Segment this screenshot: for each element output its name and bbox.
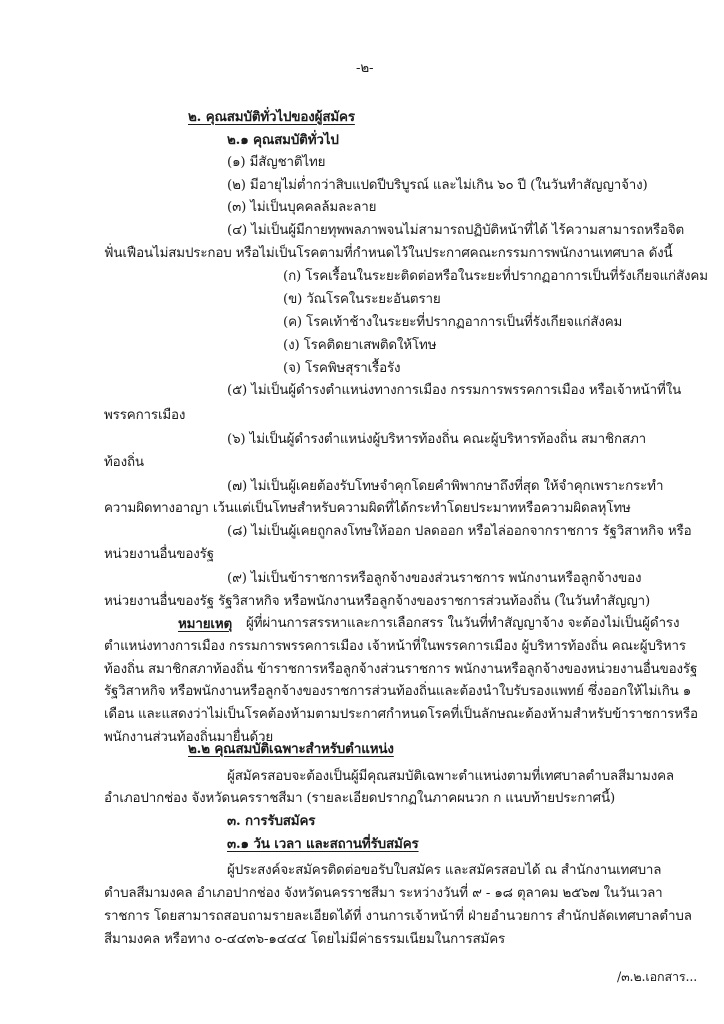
text-line-item-5-l2: พรรคการเมือง	[104, 408, 186, 423]
text-line-s31-l2: ตำบลสีมามงคล อำเภอปากช่อง จังหวัดนครราชสีมา ระหว่างวันที่ ๙ - ๑๘ ตุลาคม ๒๕๖๗ ในวันเวลา	[104, 886, 663, 901]
text-line-item-2: (๒) มีอายุไม่ต่ำกว่าสิบแปดปีบริบูรณ์ และไม่เกิน ๖๐ ปี (ในวันทำสัญญาจ้าง)	[227, 178, 648, 193]
text-line-item-6-l2: ท้องถิ่น	[104, 455, 144, 470]
text-line-note-l1: ผู้ที่ผ่านการสรรหาและการเลือกสรร ในวันที่ทำสัญญาจ้าง จะต้องไม่เป็นผู้ดำรง	[246, 616, 680, 631]
text-line-item-8-l2: หน่วยงานอื่นของรัฐ	[104, 547, 214, 562]
text-line-s22-l1: ผู้สมัครสอบจะต้องเป็นผู้มีคุณสมบัติเฉพาะตำแหน่งตามที่เทศบาลตำบลสีมามงคล	[227, 769, 674, 784]
text-line-item-4-l2: ฟั่นเฟือนไม่สมประกอบ หรือไม่เป็นโรคตามที่กำหนดไว้ในประกาศคณะกรรมการพนักงานเทศบาล ดังนี้	[104, 246, 673, 261]
text-line-note-l3: ท้องถิ่น สมาชิกสภาท้องถิ่น ข้าราชการหรือลูกจ้างส่วนราชการ พนักงานหรือลูกจ้างของหน่วยงานอื่นของรัฐ	[104, 662, 698, 677]
page-number: -๒-	[356, 61, 374, 76]
text-line-item-4-d: (ง) โรคติดยาเสพติดให้โทษ	[283, 338, 437, 353]
text-line-s21-heading: ๒.๑ คุณสมบัติทั่วไป	[227, 132, 339, 148]
text-line-item-3: (๓) ไม่เป็นบุคคลล้มละลาย	[227, 200, 377, 215]
text-line-item-4-c: (ค) โรคเท้าช้างในระยะที่ปรากฏอาการเป็นที่รังเกียจแก่สังคม	[283, 315, 623, 330]
text-line-item-5-l1: (๕) ไม่เป็นผู้ดำรงตำแหน่งทางการเมือง กรรมการพรรคการเมือง หรือเจ้าหน้าที่ใน	[227, 383, 682, 398]
text-line-s31-l3: ราชการ โดยสามารถสอบถามรายละเอียดได้ที่ งานการเจ้าหน้าที่ ฝ่ายอำนวยการ สำนักปลัดเทศบาลตำบล	[104, 909, 692, 924]
text-line-item-6-l1: (๖) ไม่เป็นผู้ดำรงตำแหน่งผู้บริหารท้องถิ่น คณะผู้บริหารท้องถิ่น สมาชิกสภา	[227, 432, 647, 447]
text-line-item-9-l1: (๙) ไม่เป็นข้าราชการหรือลูกจ้างของส่วนราชการ พนักงานหรือลูกจ้างของ	[227, 571, 642, 586]
text-line-note-label: หมายเหตุ	[178, 616, 233, 632]
text-line-item-4-a: (ก) โรคเรื้อนในระยะติดต่อหรือในระยะที่ปรากฏอาการเป็นที่รังเกียจแก่สังคม	[283, 269, 708, 284]
text-line-item-8-l1: (๘) ไม่เป็นผู้เคยถูกลงโทษให้ออก ปลดออก หรือไล่ออกจากราชการ รัฐวิสาหกิจ หรือ	[227, 524, 692, 539]
text-line-item-4-b: (ข) วัณโรคในระยะอันตราย	[283, 292, 441, 307]
text-line-note-l2: ตำแหน่งทางการเมือง กรรมการพรรคการเมือง เจ้าหน้าที่ในพรรคการเมือง ผู้บริหารท้องถิ่น คณะผู้บริหาร	[104, 639, 686, 654]
text-line-s22-heading: ๒.๒ คุณสมบัติเฉพาะสำหรับตำแหน่ง	[188, 741, 394, 757]
text-line-item-9-l2: หน่วยงานอื่นของรัฐ รัฐวิสาหกิจ หรือพนักงานหรือลูกจ้างของราชการส่วนท้องถิ่น (ในวันทำสัญญา)	[104, 594, 651, 609]
text-line-item-7-l2: ความผิดทางอาญา เว้นแต่เป็นโทษสำหรับความผิดที่ได้กระทำโดยประมาทหรือความผิดลหุโทษ	[104, 501, 631, 516]
text-line-s31-l1: ผู้ประสงค์จะสมัครติดต่อขอรับใบสมัคร และสมัครสอบได้ ณ สำนักงานเทศบาล	[227, 863, 662, 878]
text-line-s31-heading: ๓.๑ วัน เวลา และสถานที่รับสมัคร	[227, 836, 419, 852]
text-line-item-1: (๑) มีสัญชาติไทย	[227, 155, 326, 170]
text-line-item-7-l1: (๗) ไม่เป็นผู้เคยต้องรับโทษจำคุกโดยคำพิพากษาถึงที่สุด ให้จำคุกเพราะกระทำ	[227, 479, 664, 494]
text-line-item-4-l1: (๔) ไม่เป็นผู้มีกายทุพพลภาพจนไม่สามารถปฏิบัติหน้าที่ได้ ไร้ความสามารถหรือจิต	[227, 223, 685, 238]
text-line-note-l4: รัฐวิสาหกิจ หรือพนักงานหรือลูกจ้างของราชการส่วนท้องถิ่นและต้องนำใบรับรองแพทย์ ซึ่งออกให้ไม่เกิน ๑	[104, 684, 692, 699]
text-line-item-4-e: (จ) โรคพิษสุราเรื้อรัง	[283, 361, 401, 376]
text-line-s31-l4: สีมามงคล หรือทาง ๐-๔๔๓๖-๑๔๔๔ โดยไม่มีค่าธรรมเนียมในการสมัคร	[104, 932, 506, 947]
text-line-note-l6: พนักงานส่วนท้องถิ่นมายื่นด้วย	[104, 730, 274, 745]
text-line-note-l5: เดือน และแสดงว่าไม่เป็นโรคต้องห้ามตามประกาศกำหนดโรคที่เป็นลักษณะต้องห้ามสำหรับข้าราชการหรือ	[104, 707, 698, 722]
text-line-s22-l2: อำเภอปากช่อง จังหวัดนครราชสีมา (รายละเอียดปรากฏในภาคผนวก ก แนบท้ายประกาศนี้)	[104, 791, 616, 806]
text-line-s2-heading: ๒. คุณสมบัติทั่วไปของผู้สมัคร	[188, 109, 355, 125]
continuation-marker: /๓.๒.เอกสาร...	[617, 969, 698, 984]
text-line-s3-heading: ๓. การรับสมัคร	[227, 813, 316, 829]
